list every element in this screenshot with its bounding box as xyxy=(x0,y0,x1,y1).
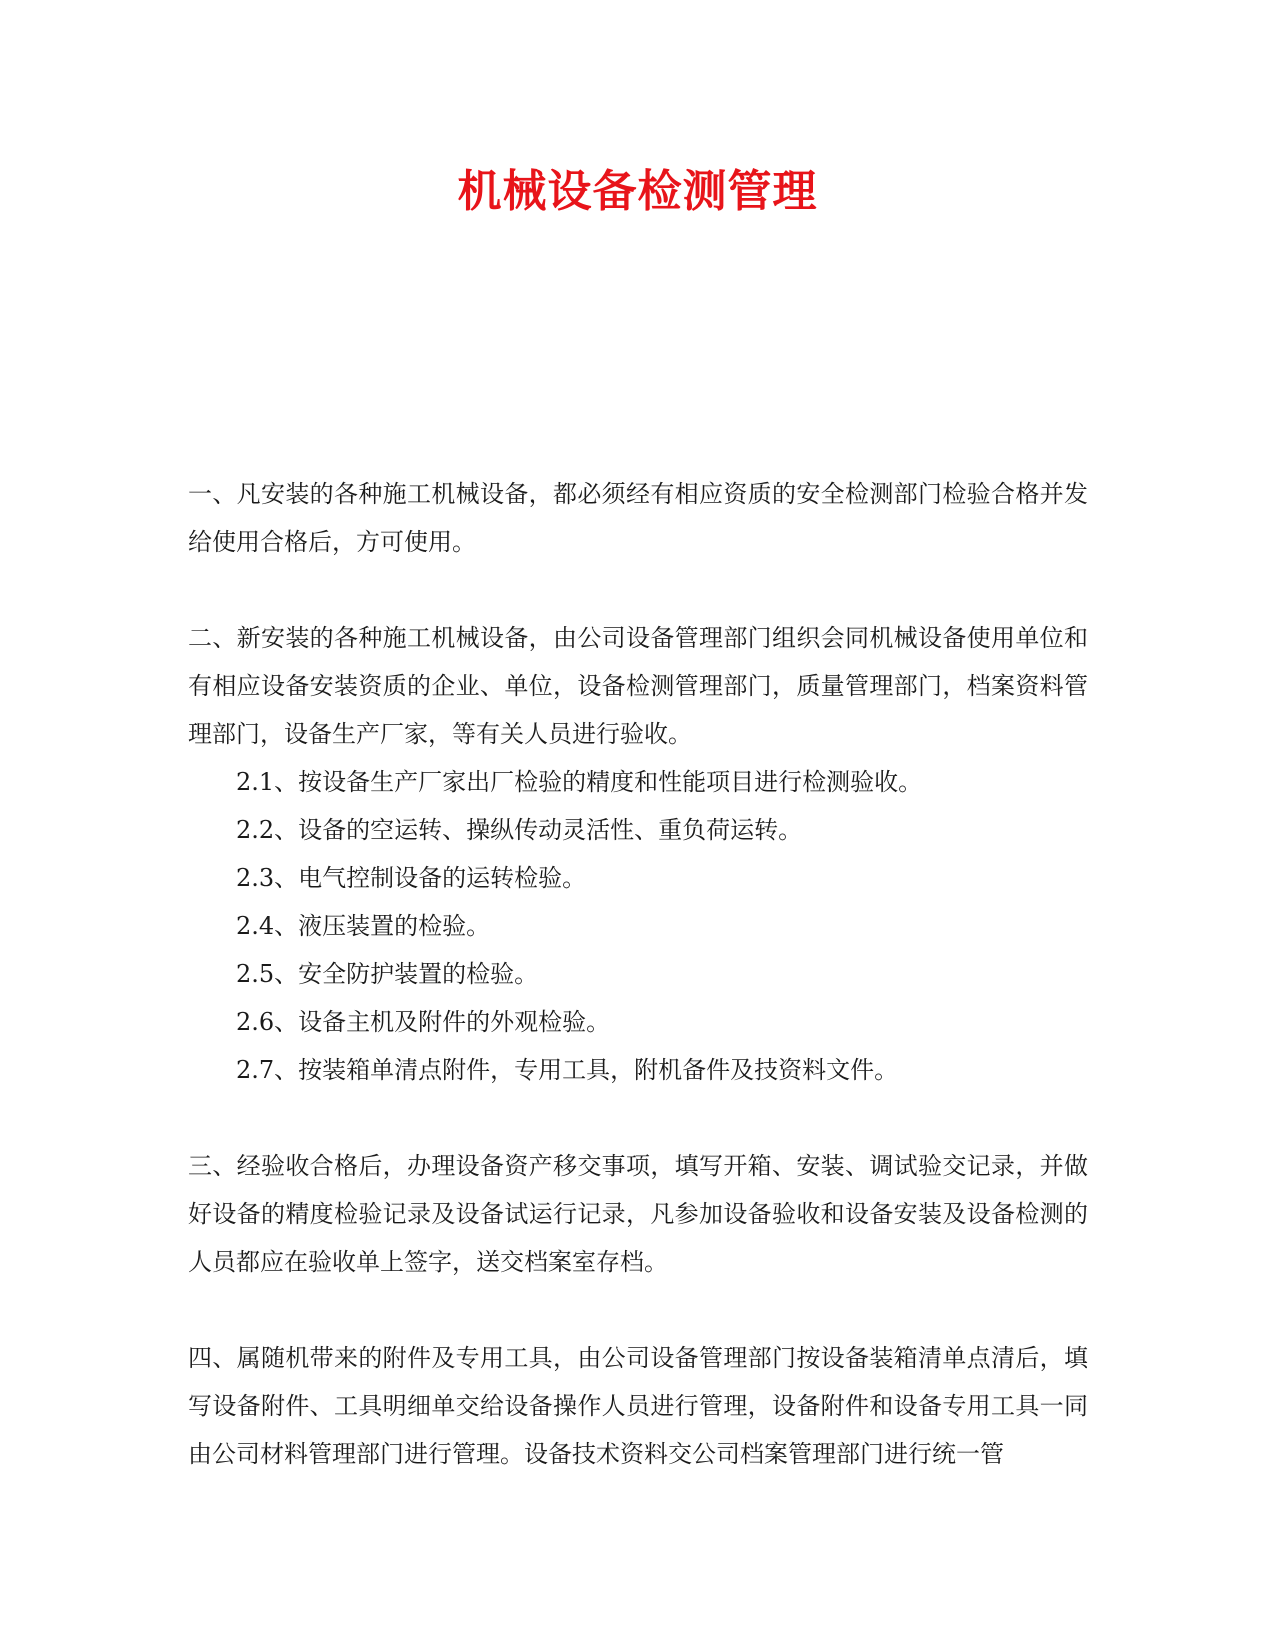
section-2-item: 2.3、电气控制设备的运转检验。 xyxy=(236,864,587,892)
section-2-item-list xyxy=(188,758,1088,1094)
section-2-item: 2.5、安全防护装置的检验。 xyxy=(236,960,539,988)
document-title: 机械设备检测管理 xyxy=(457,166,818,217)
section-2-item: 2.1、按设备生产厂家出厂检验的精度和性能项目进行检测验收。 xyxy=(236,768,923,796)
section-2-paragraph: 二、新安装的各种施工机械设备，由公司设备管理部门组织会同机械设备使用单位和有相应设备安装资质的企业、单位，设备检测管理部门，质量管理部门，档案资料管理部门，设备生产厂家，等有关人员进行验收。 xyxy=(188,624,1088,748)
document-body xyxy=(188,470,1088,1478)
section-2-item: 2.4、液压装置的检验。 xyxy=(236,912,491,940)
section-2-item: 2.2、设备的空运转、操纵传动灵活性、重负荷运转。 xyxy=(236,816,803,844)
section-2-item: 2.6、设备主机及附件的外观检验。 xyxy=(236,1008,611,1036)
section-3-paragraph: 三、经验收合格后，办理设备资产移交事项，填写开箱、安装、调试验交记录，并做好设备的精度检验记录及设备试运行记录，凡参加设备验收和设备安装及设备检测的人员都应在验收单上签字，送交档案室存档。 xyxy=(188,1152,1088,1276)
section-1-paragraph: 一、凡安装的各种施工机械设备，都必须经有相应资质的安全检测部门检验合格并发给使用合格后，方可使用。 xyxy=(188,480,1088,556)
section-2-item: 2.7、按装箱单清点附件，专用工具，附机备件及技资料文件。 xyxy=(236,1056,899,1084)
section-4-paragraph: 四、属随机带来的附件及专用工具，由公司设备管理部门按设备装箱清单点清后，填写设备附件、工具明细单交给设备操作人员进行管理，设备附件和设备专用工具一同由公司材料管理部门进行管理。设备技术资料交公司档案管理部门进行统一管 xyxy=(188,1344,1088,1468)
